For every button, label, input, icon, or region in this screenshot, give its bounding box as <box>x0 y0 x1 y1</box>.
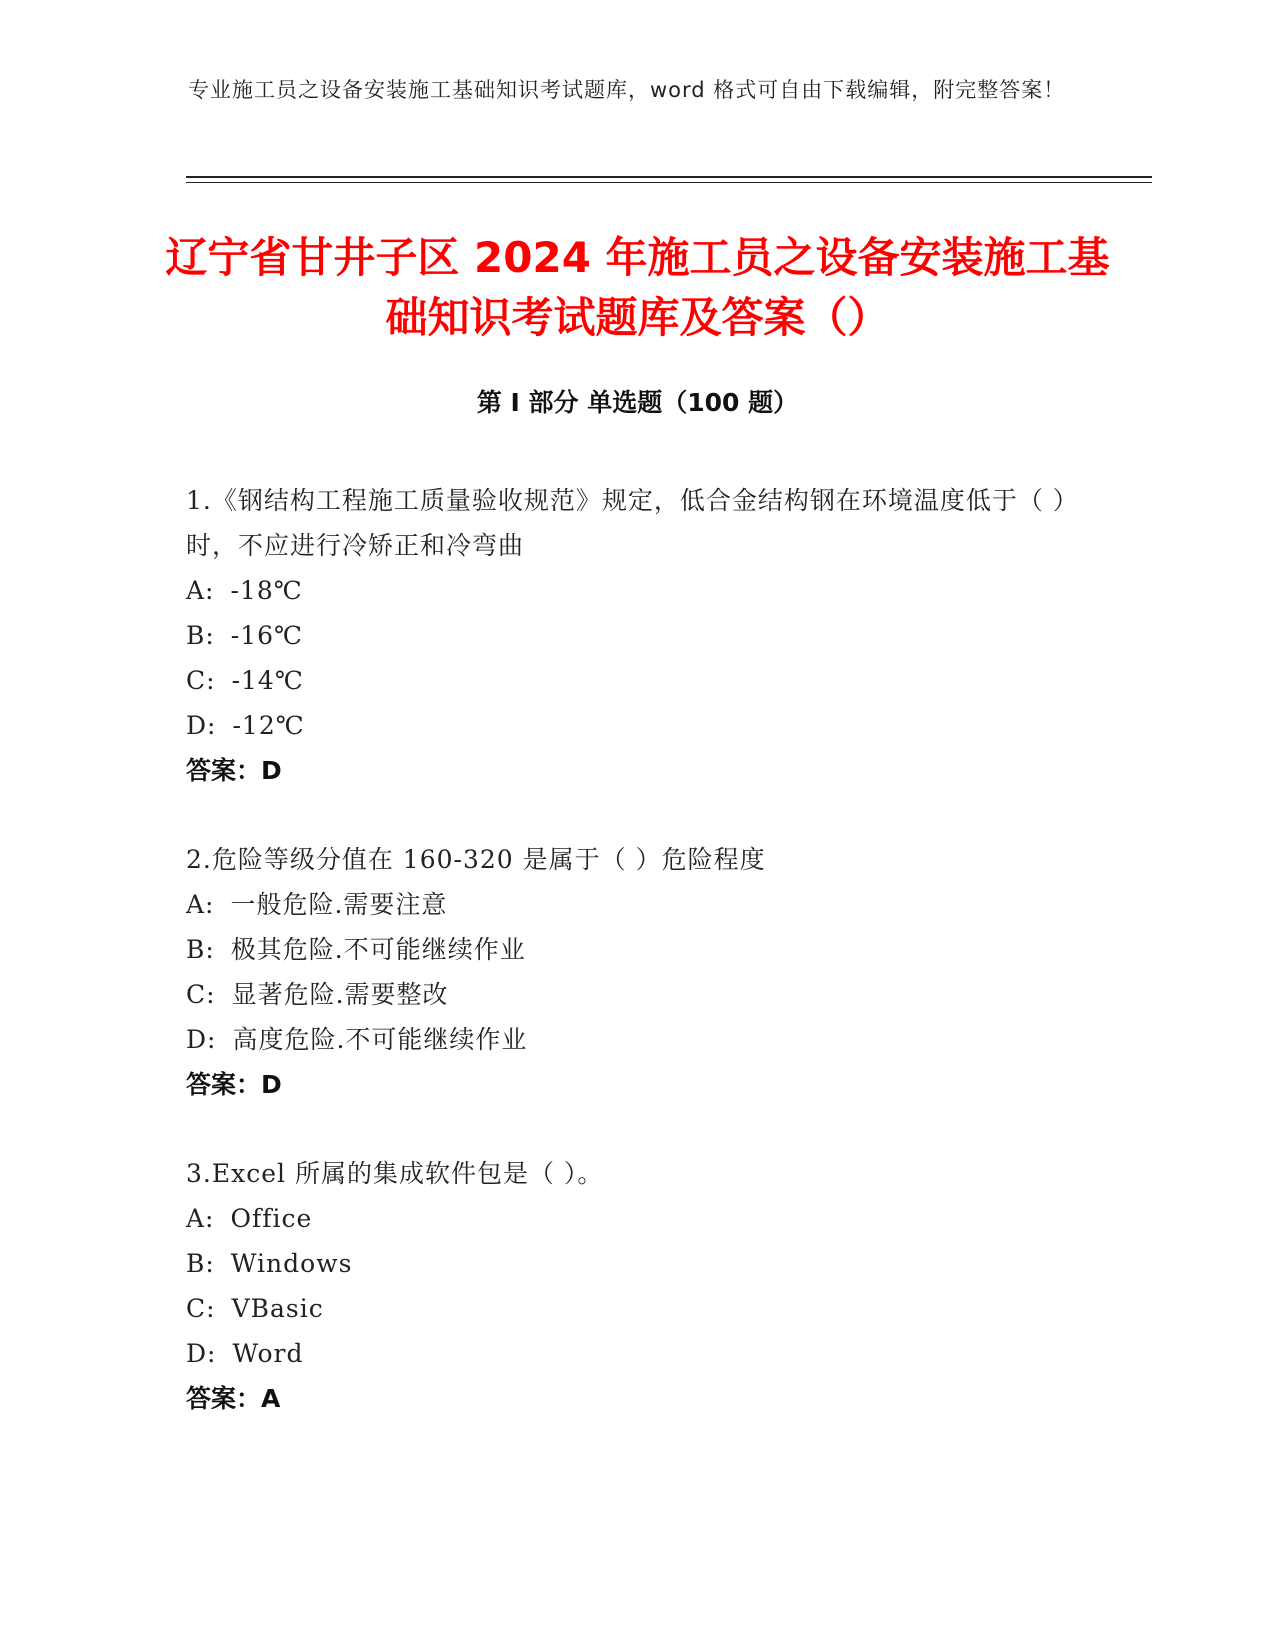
option-b <box>186 1241 1086 1286</box>
question-stem: 2.危险等级分值在 160-320 是属于（ ）危险程度 <box>186 845 766 874</box>
answer-line: 答案：D <box>186 1070 282 1099</box>
option-text: -16℃ <box>230 621 304 650</box>
option-text: Word <box>232 1339 304 1368</box>
option-key: D: <box>186 1025 217 1054</box>
option-text: -18℃ <box>230 576 303 605</box>
option-d <box>186 1331 1086 1376</box>
option-d <box>186 1017 1086 1062</box>
question-list <box>186 478 1086 1465</box>
question-3 <box>186 1151 1086 1421</box>
question-2 <box>186 837 1086 1107</box>
option-key: B: <box>186 621 215 650</box>
option-text: 显著危险.需要整改 <box>231 980 449 1009</box>
option-text: 高度危险.不可能继续作业 <box>232 1025 528 1054</box>
option-text: 一般危险.需要注意 <box>230 890 448 919</box>
question-stem: 3.Excel 所属的集成软件包是（ ）。 <box>186 1159 604 1188</box>
option-key: C: <box>186 1294 216 1323</box>
question-stem: 1.《钢结构工程施工质量验收规范》规定，低合金结构钢在环境温度低于（ ）时，不应进行冷矫正和冷弯曲 <box>186 486 1079 560</box>
option-text: VBasic <box>231 1294 324 1323</box>
section-heading: 第 I 部分 单选题（100 题） <box>476 388 799 417</box>
header-note: 专业施工员之设备安装施工基础知识考试题库，word 格式可自由下载编辑，附完整答案！ <box>188 78 1066 102</box>
option-key: D: <box>186 711 217 740</box>
option-text: Windows <box>230 1249 353 1278</box>
option-c <box>186 658 1086 703</box>
option-a <box>186 568 1086 613</box>
option-text: Office <box>230 1204 313 1233</box>
option-key: A: <box>186 890 215 919</box>
question-1 <box>186 478 1086 793</box>
option-key: C: <box>186 980 216 1009</box>
option-key: B: <box>186 1249 215 1278</box>
option-d <box>186 703 1086 748</box>
option-key: D: <box>186 1339 217 1368</box>
option-text: 极其危险.不可能继续作业 <box>230 935 526 964</box>
document-title: 辽宁省甘井子区 2024 年施工员之设备安装施工基础知识考试题库及答案（） <box>165 233 1110 342</box>
header-divider-thick <box>186 176 1152 178</box>
option-key: C: <box>186 666 216 695</box>
answer-line: 答案：D <box>186 756 282 785</box>
option-text: -14℃ <box>231 666 304 695</box>
option-b <box>186 927 1086 972</box>
header-divider-thin <box>186 182 1152 183</box>
option-key: A: <box>186 1204 215 1233</box>
option-key: A: <box>186 576 215 605</box>
option-c <box>186 972 1086 1017</box>
option-c <box>186 1286 1086 1331</box>
option-text: -12℃ <box>232 711 305 740</box>
option-key: B: <box>186 935 215 964</box>
option-b <box>186 613 1086 658</box>
option-a <box>186 1196 1086 1241</box>
answer-line: 答案：A <box>186 1384 281 1413</box>
option-a <box>186 882 1086 927</box>
